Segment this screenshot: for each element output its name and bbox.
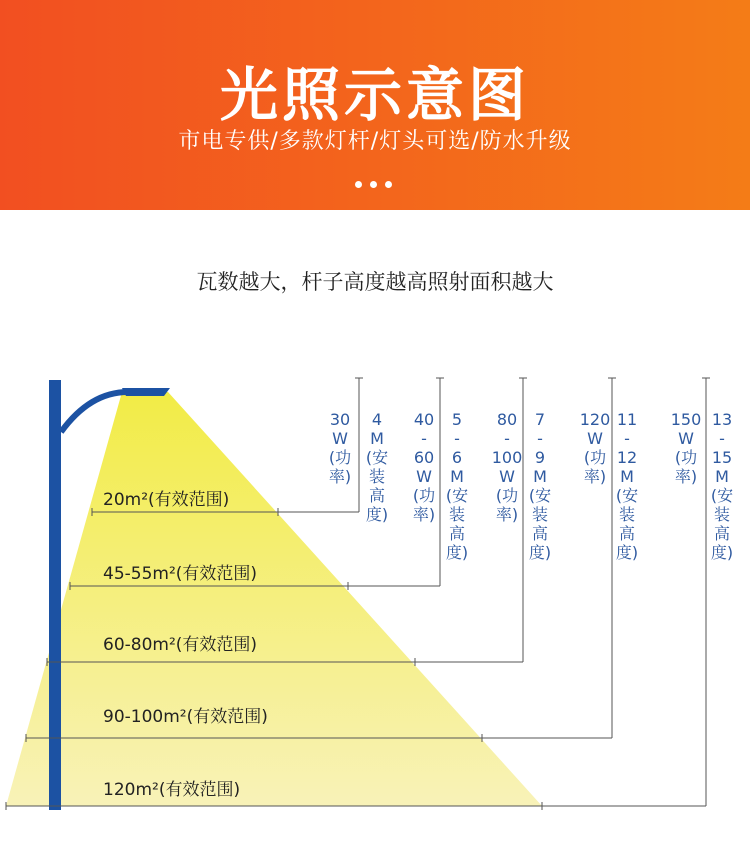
height-spec-char: 高 (368, 486, 386, 505)
power-spec-char: W (678, 429, 694, 448)
power-spec-char: 率) (495, 505, 519, 524)
height-spec-char: 装 (368, 467, 386, 486)
height-spec-char: 13 (711, 410, 733, 429)
height-spec-char: 度) (615, 543, 639, 562)
lamp-head-icon (122, 388, 170, 396)
height-spec-char: 高 (531, 524, 549, 543)
power-spec-char: (功 (412, 486, 436, 505)
height-spec-char: 度) (445, 543, 469, 562)
power-spec-char: W (587, 429, 603, 448)
height-spec-char: 度) (710, 543, 734, 562)
lamp-pole (49, 380, 61, 810)
height-spec-char: - (454, 429, 460, 448)
power-spec-char: W (499, 467, 515, 486)
power-spec-char: 率) (412, 505, 436, 524)
power-spec-char: 60 (413, 448, 435, 467)
height-spec-char: - (719, 429, 725, 448)
height-spec-char: - (624, 429, 630, 448)
power-spec-char: (功 (674, 448, 698, 467)
power-spec-char: (功 (328, 448, 352, 467)
height-spec-char: (安 (445, 486, 469, 505)
power-spec-char: W (332, 429, 348, 448)
power-spec-char: - (504, 429, 510, 448)
height-spec-char: - (537, 429, 543, 448)
height-spec-char: 高 (713, 524, 731, 543)
height-spec-char: 9 (534, 448, 546, 467)
coverage-label: 90-100m²(有效范围) (103, 707, 268, 727)
coverage-label: 20m²(有效范围) (103, 490, 230, 510)
height-spec-char: 装 (448, 505, 466, 524)
height-spec-char: 15 (711, 448, 733, 467)
coverage-label: 60-80m²(有效范围) (103, 635, 258, 655)
power-spec-char: (功 (495, 486, 519, 505)
power-spec-char: 150 (670, 410, 702, 429)
height-spec-char: 4 (371, 410, 383, 429)
height-spec-char: 度) (528, 543, 552, 562)
tagline: 瓦数越大，杆子高度越高照射面积越大 (196, 270, 554, 294)
height-spec-char: 7 (534, 410, 546, 429)
height-spec-char: M (370, 429, 384, 448)
power-spec-char: 40 (413, 410, 435, 429)
height-spec-char: 11 (616, 410, 638, 429)
height-spec-char: (安 (528, 486, 552, 505)
height-spec-char: (安 (365, 448, 389, 467)
power-spec-char: 80 (496, 410, 518, 429)
height-spec-char: M (715, 467, 729, 486)
power-spec-char: - (421, 429, 427, 448)
power-spec-char: (功 (583, 448, 607, 467)
height-spec-char: 12 (616, 448, 638, 467)
height-spec-char: M (620, 467, 634, 486)
power-spec-char: W (416, 467, 432, 486)
height-spec-char: 度) (365, 505, 389, 524)
height-spec-char: 5 (451, 410, 463, 429)
power-spec-char: 率) (674, 467, 698, 486)
power-spec-char: 30 (329, 410, 351, 429)
height-spec-char: 高 (448, 524, 466, 543)
coverage-label: 120m²(有效范围) (103, 780, 241, 800)
page-title: 光照示意图 (219, 61, 530, 129)
coverage-label: 45-55m²(有效范围) (103, 564, 258, 584)
height-spec-char: 装 (713, 505, 731, 524)
power-spec-char: 120 (579, 410, 611, 429)
page-subtitle: 市电专供/多款灯杆/灯头可选/防水升级 (178, 129, 572, 154)
height-spec-char: (安 (710, 486, 734, 505)
power-spec-char: 率) (583, 467, 607, 486)
height-spec-char: M (533, 467, 547, 486)
height-spec-char: 装 (531, 505, 549, 524)
power-spec-char: 100 (491, 448, 523, 467)
height-spec-char: 6 (451, 448, 463, 467)
power-spec-char: 率) (328, 467, 352, 486)
height-spec-char: 高 (618, 524, 636, 543)
height-spec-char: M (450, 467, 464, 486)
height-spec-char: (安 (615, 486, 639, 505)
height-spec-char: 装 (618, 505, 636, 524)
